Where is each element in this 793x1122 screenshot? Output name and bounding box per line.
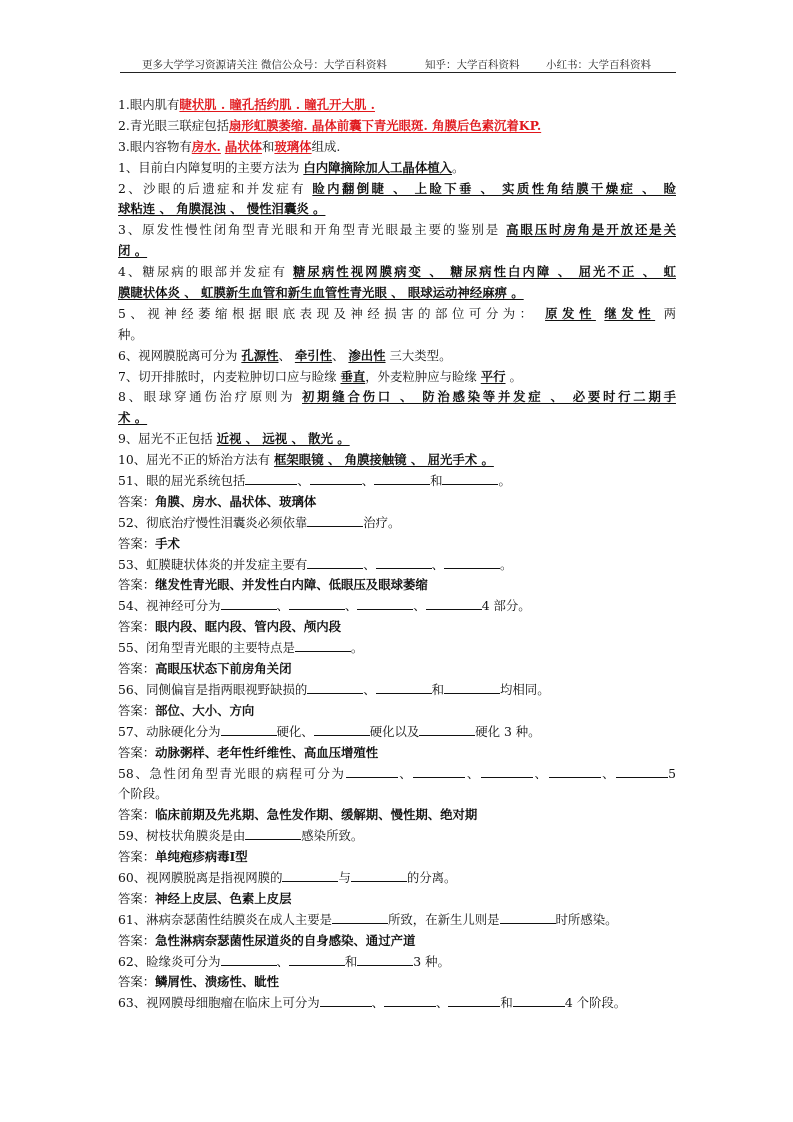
answer-52: 答案：手术 bbox=[118, 535, 180, 551]
fill-1: 1、目前白内障复明的主要方法为 白内障摘除加人工晶体植入。 bbox=[118, 159, 465, 175]
answer-text: 部位、大小、方向 bbox=[155, 702, 255, 718]
fill-5-cont: 种。 bbox=[118, 326, 143, 342]
answer-blank bbox=[307, 515, 363, 527]
answer-text: 框架眼镜 、 角膜接触镜 、 屈光手术 。 bbox=[274, 452, 494, 468]
answer-57: 答案：动脉粥样、老年性纤维性、高血压增殖性 bbox=[118, 744, 379, 760]
question-58: 58、急性闭角型青光眼的病程可分为 、 、 、 、 5 bbox=[118, 765, 676, 781]
question-59: 59、树枝状角膜炎是由 感染所致。 bbox=[118, 828, 364, 844]
question-58-cont: 个阶段。 bbox=[118, 786, 168, 802]
answer-text: 动脉粥样、老年性纤维性、高血压增殖性 bbox=[155, 744, 379, 760]
answer-text: 临床前期及先兆期、急性发作期、缓解期、慢性期、绝对期 bbox=[155, 807, 478, 823]
header-zhihu-text: 知乎：大学百科资料 bbox=[425, 59, 520, 71]
answer-text: 神经上皮层、色素上皮层 bbox=[155, 890, 292, 906]
answer-text: 急性淋病奈瑟菌性尿道炎的自身感染、通过产道 bbox=[155, 932, 416, 948]
question-54: 54、视神经可分为 、 、 、 4 部分。 bbox=[118, 598, 531, 614]
page-header bbox=[120, 50, 676, 73]
answer-blank bbox=[282, 870, 338, 882]
answer-text: 高眼压状态下前房角关闭 bbox=[155, 661, 292, 677]
answer-blank bbox=[357, 598, 413, 610]
fill-8-cont bbox=[118, 408, 676, 429]
question-2: 2.青光眼三联症包括扇形虹膜萎缩. 晶体前囊下青光眼斑. 角膜后色素沉着KP. bbox=[118, 117, 542, 133]
fill-6: 6、视网膜脱离可分为 孔源性、 牵引性、 渗出性 三大类型。 bbox=[118, 347, 452, 363]
fill-3-cont bbox=[118, 241, 676, 262]
answer-blank bbox=[314, 724, 370, 736]
answer-blank bbox=[221, 954, 277, 966]
question-62: 62、睑缘炎可分为 、 和 3 种。 bbox=[118, 953, 450, 969]
answer-blank bbox=[332, 912, 388, 924]
answer-blank bbox=[444, 682, 500, 694]
answer-text: 膜睫状体炎 、 虹膜新生血管和新生血管性青光眼 、 眼球运动神经麻痹 。 bbox=[118, 285, 524, 301]
answer-blank bbox=[351, 870, 407, 882]
fill-2: 2、沙眼的后遗症和并发症有 睑内翻倒睫 、 上睑下垂 、 实质性角结膜干燥症 、 睑 bbox=[118, 180, 676, 196]
answer-blank bbox=[448, 995, 500, 1007]
answer-blank bbox=[310, 473, 362, 485]
answer-text: 球粘连 、 角膜混浊 、 慢性泪囊炎 。 bbox=[118, 201, 326, 217]
answer-blank bbox=[289, 954, 345, 966]
answer-blank bbox=[500, 912, 556, 924]
answer-text: 扇形虹膜萎缩. 晶体前囊下青光眼斑. 角膜后色素沉着KP. bbox=[228, 117, 542, 133]
header-xiaohongshu-text: 小红书：大学百科资料 bbox=[546, 59, 651, 71]
answer-text: 术 。 bbox=[118, 410, 148, 426]
question-61: 61、淋病奈瑟菌性结膜炎在成人主要是 所致，在新生儿则是 时所感染。 bbox=[118, 911, 618, 927]
question-55: 55、闭角型青光眼的主要特点是 。 bbox=[118, 640, 364, 656]
question-63: 63、视网膜母细胞瘤在临床上可分为 、 、 和 4 个阶段。 bbox=[118, 995, 627, 1011]
answer-blank bbox=[289, 598, 345, 610]
answer-text: 手术 bbox=[155, 535, 180, 551]
answer-blank bbox=[221, 598, 277, 610]
answer-51: 答案：角膜、房水、晶状体、玻璃体 bbox=[118, 493, 317, 509]
fill-4-cont bbox=[118, 283, 676, 304]
answer-blank bbox=[384, 995, 436, 1007]
answer-text: 白内障摘除加人工晶体植入 bbox=[303, 159, 452, 175]
answer-blank bbox=[357, 954, 413, 966]
question-51: 51、眼的屈光系统包括 、 、 和 。 bbox=[118, 473, 511, 489]
answer-58: 答案：临床前期及先兆期、急性发作期、缓解期、慢性期、绝对期 bbox=[118, 807, 478, 823]
question-1: 1.眼内肌有睫状肌 . 瞳孔括约肌 . 瞳孔开大肌 . bbox=[118, 97, 375, 112]
answer-blank bbox=[221, 724, 277, 736]
answer-blank bbox=[513, 995, 565, 1007]
answer-59: 答案：单纯疱疹病毒Ⅰ型 bbox=[118, 849, 248, 865]
question-57: 57、动脉硬化分为 硬化、 硬化以及 硬化 3 种。 bbox=[118, 723, 541, 739]
answer-blank bbox=[376, 557, 432, 569]
answer-text: 睫状肌 . 瞳孔括约肌 . 瞳孔开大肌 . bbox=[179, 97, 375, 112]
answer-blank bbox=[320, 995, 372, 1007]
answer-61: 答案：急性淋病奈瑟菌性尿道炎的自身感染、通过产道 bbox=[118, 932, 416, 948]
answer-blank bbox=[549, 766, 601, 778]
answer-blank bbox=[413, 766, 465, 778]
answer-54: 答案：眼内段、眶内段、管内段、颅内段 bbox=[118, 619, 342, 635]
fill-10: 10、屈光不正的矫治方法有 框架眼镜 、 角膜接触镜 、 屈光手术 。 bbox=[118, 452, 494, 468]
answer-53: 答案：继发性青光眼、并发性白内障、低眼压及眼球萎缩 bbox=[118, 577, 428, 593]
answer-text: 鳞屑性、溃疡性、眦性 bbox=[155, 974, 280, 990]
answer-blank bbox=[346, 766, 398, 778]
question-53: 53、虹膜睫状体炎的并发症主要有 、 、 。 bbox=[118, 556, 513, 572]
answer-60: 答案：神经上皮层、色素上皮层 bbox=[118, 890, 292, 906]
question-3: 3.眼内容物有房水. 晶状体和玻璃体组成. bbox=[118, 138, 341, 154]
answer-text: 糖尿病性视网膜病变 、 糖尿病性白内障 、 屈光不正 、 虹 bbox=[292, 264, 676, 280]
question-52: 52、彻底治疗慢性泪囊炎必须依靠 治疗。 bbox=[118, 514, 401, 530]
answer-blank bbox=[442, 473, 498, 485]
answer-blank bbox=[481, 766, 533, 778]
fill-8: 8、眼球穿通伤治疗原则为 初期缝合伤口 、 防治感染等并发症 、 必要时行二期手 bbox=[118, 389, 676, 405]
answer-blank bbox=[374, 473, 430, 485]
document-body bbox=[118, 95, 676, 1014]
fill-9: 9、屈光不正包括 近视 、 远视 、 散光 。 bbox=[118, 431, 350, 447]
answer-text: 高眼压时房角是开放还是关 bbox=[506, 222, 676, 238]
answer-text: 初期缝合伤口 、 防治感染等并发症 、 必要时行二期手 bbox=[302, 389, 676, 405]
fill-4: 4、糖尿病的眼部并发症有 糖尿病性视网膜病变 、 糖尿病性白内障 、 屈光不正 、 虹 bbox=[118, 264, 676, 280]
fill-7: 7、切开排脓时，内麦粒肿切口应与睑缘 垂直，外麦粒肿应与睑缘 平行 。 bbox=[118, 368, 522, 384]
fill-2-cont bbox=[118, 199, 676, 220]
answer-blank bbox=[376, 682, 432, 694]
answer-text: 眼内段、眶内段、管内段、颅内段 bbox=[155, 619, 342, 635]
answer-56: 答案：部位、大小、方向 bbox=[118, 702, 255, 718]
answer-55: 答案：高眼压状态下前房角关闭 bbox=[118, 661, 292, 677]
answer-blank bbox=[245, 473, 297, 485]
answer-text: 闭 。 bbox=[118, 243, 148, 259]
answer-blank bbox=[295, 640, 351, 652]
answer-blank bbox=[245, 828, 301, 840]
answer-blank bbox=[307, 557, 363, 569]
answer-62: 答案：鳞屑性、溃疡性、眦性 bbox=[118, 974, 280, 990]
answer-text: 继发性青光眼、并发性白内障、低眼压及眼球萎缩 bbox=[155, 577, 428, 593]
question-60: 60、视网膜脱离是指视网膜的 与 的分离。 bbox=[118, 869, 457, 885]
answer-blank bbox=[426, 598, 482, 610]
fill-5: 5、视神经萎缩根据眼底表现及神经损害的部位可分为： 原发性 继发性 两 bbox=[118, 305, 676, 321]
answer-blank bbox=[444, 557, 500, 569]
answer-text: 单纯疱疹病毒Ⅰ型 bbox=[155, 849, 248, 865]
question-56: 56、同侧偏盲是指两眼视野缺损的 、 和 均相同。 bbox=[118, 681, 550, 697]
answer-blank bbox=[307, 682, 363, 694]
header-wechat-text: 更多大学学习资源请关注 微信公众号：大学百科资料 bbox=[142, 59, 387, 71]
answer-text: 近视 、 远视 、 散光 。 bbox=[216, 431, 350, 447]
answer-text: 角膜、房水、晶状体、玻璃体 bbox=[155, 493, 317, 509]
answer-text: 睑内翻倒睫 、 上睑下垂 、 实质性角结膜干燥症 、 睑 bbox=[312, 180, 676, 196]
answer-blank bbox=[616, 766, 668, 778]
fill-3: 3、原发性慢性闭角型青光眼和开角型青光眼最主要的鉴别是 高眼压时房角是开放还是关 bbox=[118, 222, 676, 238]
answer-blank bbox=[419, 724, 475, 736]
